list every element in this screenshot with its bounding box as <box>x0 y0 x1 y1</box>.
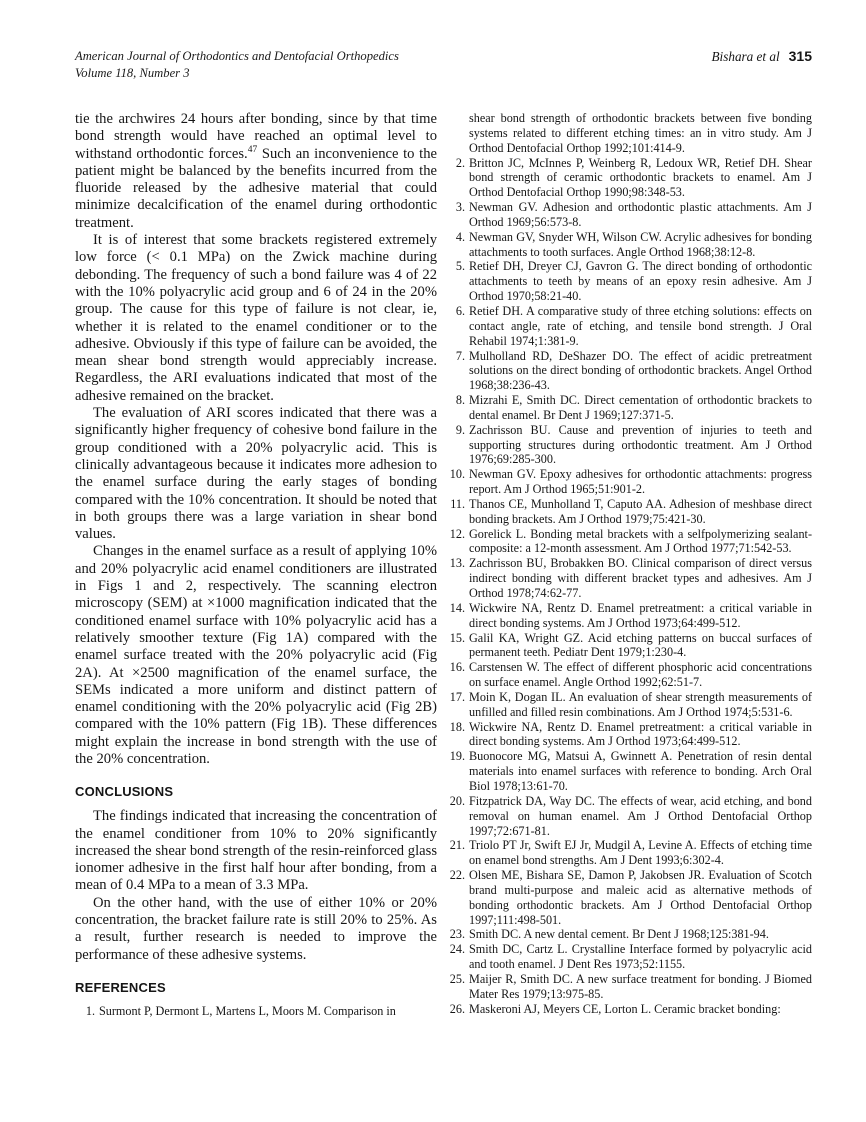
reference-number: 16. <box>449 660 465 675</box>
journal-title: American Journal of Orthodontics and Dentofacial Orthopedics <box>75 49 399 63</box>
reference-item <box>448 304 812 349</box>
reference-item <box>448 527 812 557</box>
article-authors: Bishara et al <box>711 49 780 64</box>
body-paragraphs <box>75 232 437 768</box>
reference-item <box>448 972 812 1002</box>
reference-number: 23. <box>449 927 465 942</box>
reference-item <box>448 393 812 423</box>
reference-item <box>448 349 812 394</box>
reference-number: 7. <box>455 348 465 363</box>
journal-issue: Volume 118, Number 3 <box>75 65 190 80</box>
reference-item <box>448 259 812 304</box>
reference-number: 4. <box>455 229 465 244</box>
reference-number: 9. <box>455 422 465 437</box>
reference-text: Gorelick L. Bonding metal brackets with a selfpolymerizing sealant-composite: a 12-month assessment. Am J Orthod 1977;71:542-53. <box>469 526 812 556</box>
reference-item <box>448 838 812 868</box>
reference-text: Carstensen W. The effect of different phosphoric acid concentrations on surface enamel. Angle Orthod 1992;62:51-7. <box>469 660 812 690</box>
reference-number: 11. <box>450 496 465 511</box>
body-paragraph <box>75 111 437 232</box>
body-paragraph: The evaluation of ARI scores indicated that there was a significantly higher frequency of cohesive bond failure in the group conditioned with a 20% polyacrylic acid. This is clinically advantageous because it indicates more adhesion to the enamel surface during the early stages of bonding compared with the 10% concentration. It should be noted that in both groups there was a large variation in shear bond values. <box>75 405 437 543</box>
reference-text: Surmont P, Dermont L, Martens L, Moors M. Comparison in <box>99 1003 396 1018</box>
reference-text: Thanos CE, Munholland T, Caputo AA. Adhesion of meshbase direct bonding brackets. Am J Orthod 1979;75:421-30. <box>469 496 812 526</box>
references-list <box>448 156 812 1017</box>
page-number: 315 <box>788 48 812 64</box>
reference-text: Mulholland RD, DeShazer DO. The effect of acidic pretreatment solutions on the direct bonding of orthodontic brackets. Angel Orthod 1968;38:236-43. <box>469 348 812 393</box>
journal-identification <box>75 48 399 81</box>
reference-item <box>448 497 812 527</box>
body-paragraph: Changes in the enamel surface as a result of applying 10% and 20% polyacrylic acid enamel conditioners are illustrated in Figs 1 and 2, respectively. The scanning electron microscopy (SEM) at ×1000 magnification indicated that the conditioned enamel surface with 10% polyacrylic acid has a relatively smoother texture (Fig 1A) compared with the enamel surface treated with the 20% polyacrylic acid (Fig 2A). At ×2500 magnification of the enamel surface, the SEMs indicated a more uniform and distinct pattern of enamel conditioning with the 20% polyacrylic acid (Fig 2B) compared with the 10% pattern (Fig 1B). These differences might explain the increase in bond strength with the use of the 20% concentration. <box>75 543 437 767</box>
reference-item <box>448 927 812 942</box>
reference-number: 24. <box>449 942 465 957</box>
reference-number: 20. <box>449 793 465 808</box>
reference-number: 26. <box>449 1001 465 1016</box>
reference-continuation: shear bond strength of orthodontic brackets between five bonding systems related to different etching times: an in vitro study. Am J Orthod Dentofacial Orthop 1992;101:414-9. <box>469 111 812 155</box>
reference-item <box>448 749 812 794</box>
reference-number: 10. <box>449 467 465 482</box>
reference-number: 25. <box>449 971 465 986</box>
running-head <box>75 48 812 81</box>
reference-number: 19. <box>449 749 465 764</box>
reference-text: Smith DC, Cartz L. Crystalline Interface formed by polyacrylic acid and tooth enamel. J Dent Res 1973;52:1155. <box>469 942 812 972</box>
reference-item <box>448 423 812 468</box>
page-identification <box>712 48 813 65</box>
reference-item <box>83 1004 437 1019</box>
reference-item <box>448 601 812 631</box>
reference-text: Buonocore MG, Matsui A, Gwinnett A. Penetration of resin dental materials into enamel surfaces with reference to bonding. Arch Oral Biol 1978;13:61-70. <box>469 749 812 793</box>
reference-number: 1. <box>85 1003 95 1018</box>
reference-text: Wickwire NA, Rentz D. Enamel pretreatment: a critical variable in direct bonding systems. Am J Orthod 1973;64:499-512. <box>469 719 812 749</box>
reference-number: 22. <box>449 868 465 883</box>
conclusions-paragraph: The findings indicated that increasing the concentration of the enamel conditioner from 10% to 20% significantly increased the shear bond strength of the resin-reinforced glass ionomer adhesive in the first half hour after bonding, from a mean of 0.4 MPa to a mean of 3.3 MPa. <box>75 808 437 894</box>
reference-text: Newman GV, Snyder WH, Wilson CW. Acrylic adhesives for bonding attachments to tooth surfaces. Angle Orthod 1968;38:12-8. <box>469 229 812 259</box>
reference-item <box>448 1002 812 1017</box>
right-column <box>448 111 812 1019</box>
reference-number: 14. <box>449 600 465 615</box>
reference-number: 17. <box>449 689 465 704</box>
reference-number: 13. <box>449 556 465 571</box>
reference-text: Galil KA, Wright GZ. Acid etching patterns on buccal surfaces of permanent teeth. Pediatr Dent 1979;1:230-4. <box>469 630 812 660</box>
reference-text: Britton JC, McInnes P, Weinberg R, Ledoux WR, Retief DH. Shear bond strength of ceramic orthodontic brackets to enamel. Am J Orthod Dentofacial Orthop 1990;98:348-53. <box>469 155 812 200</box>
reference-text: Zachrisson BU. Cause and prevention of injuries to teeth and supporting structures during orthodontic treatment. Am J Orthod 1976;69:285-300. <box>469 422 812 467</box>
reference-text: Retief DH, Dreyer CJ, Gavron G. The direct bonding of orthodontic attachments to teeth by means of an epoxy resin adhesive. Am J Orthod 1970;58:21-40. <box>469 259 812 304</box>
reference-item <box>448 794 812 839</box>
reference-text: Moin K, Dogan IL. An evaluation of shear strength measurements of unfilled and filled resin combinations. Am J Orthod 1974;5:531-6. <box>469 689 812 719</box>
body-paragraph: It is of interest that some brackets registered extremely low force (< 0.1 MPa) on the Zwick machine during debonding. The frequency of such a bond failure was 4 of 22 with the 10% polyacrylic acid group and 6 of 24 in the 20% group. The cause for this type of failure is not clear, ie, whether it is related to the enamel conditioner or to the adhesive. Obviously if this type of failure can be avoided, the mean shear bond strength would appreciably increase. Regardless, the ARI evaluations indicated that most of the adhesive remained on the bracket. <box>75 232 437 404</box>
reference-text: Newman GV. Adhesion and orthodontic plastic attachments. Am J Orthod 1969;56:573-8. <box>469 200 812 229</box>
reference-text: Wickwire NA, Rentz D. Enamel pretreatment: a critical variable in direct bonding systems. Am J Orthod 1973;64:499-512. <box>469 600 812 630</box>
left-column <box>75 111 437 1019</box>
reference-text: Fitzpatrick DA, Way DC. The effects of wear, acid etching, and bond removal on human enamel. Am J Orthod Dentofacial Orthop 1997;72:671-81. <box>469 793 812 838</box>
reference-number: 21. <box>449 838 465 853</box>
reference-text: Retief DH. A comparative study of three etching solutions: effects on contact angle, rate of etching, and tensile bond strength. J Oral Rehabil 1974;1:381-9. <box>469 303 812 348</box>
reference-item <box>448 156 812 201</box>
conclusions-paragraphs <box>75 808 437 964</box>
reference-text: Zachrisson BU, Brobakken BO. Clinical comparison of direct versus indirect bonding with different bracket types and adhesives. Am J Orthod 1978;74:62-77. <box>469 556 812 600</box>
reference-item <box>448 868 812 927</box>
reference-item <box>448 720 812 750</box>
reference-item <box>448 942 812 972</box>
reference-text: Mizrahi E, Smith DC. Direct cementation of orthodontic brackets to dental enamel. Br Dent J 1969;127:371-5. <box>469 393 812 422</box>
reference-text: Newman GV. Epoxy adhesives for orthodontic attachments: progress report. Am J Orthod 1965;51:901-2. <box>469 467 812 497</box>
reference-number: 6. <box>455 303 465 318</box>
reference-item <box>448 200 812 230</box>
references-heading: REFERENCES <box>75 979 166 995</box>
reference-item <box>448 467 812 497</box>
reference-text: Olsen ME, Bishara SE, Damon P, Jakobsen JR. Evaluation of Scotch brand multi-purpose and maleic acid as alternative methods of bonding orthodontic brackets. Am J Orthod Dentofacial Orthop 1997;111:498-501. <box>469 868 812 927</box>
reference-item <box>448 690 812 720</box>
reference-number: 2. <box>455 155 465 170</box>
reference-number: 5. <box>455 259 465 274</box>
reference-number: 3. <box>455 200 465 215</box>
conclusions-paragraph: On the other hand, with the use of either 10% or 20% concentration, the bracket failure rate is still 20% to 25%. As a result, further research is needed to improve the performance of these adhesive systems. <box>75 894 437 963</box>
reference-number: 12. <box>449 526 465 541</box>
reference-number: 15. <box>449 630 465 645</box>
reference-number: 8. <box>455 393 465 408</box>
article-columns <box>75 111 812 1019</box>
reference-item <box>448 631 812 661</box>
reference-text: Triolo PT Jr, Swift EJ Jr, Mudgil A, Levine A. Effects of etching time on enamel bond strengths. Am J Dent 1993;6:302-4. <box>469 838 812 868</box>
reference-text: Maskeroni AJ, Meyers CE, Lorton L. Ceramic bracket bonding: <box>469 1001 781 1016</box>
reference-text: Smith DC. A new dental cement. Br Dent J 1968;125:381-94. <box>469 927 769 942</box>
reference-item <box>448 556 812 601</box>
reference-number: 18. <box>449 719 465 734</box>
paragraph-text: Such an inconvenience to the patient might be balanced by the benefits incurred from the fluoride released by the adhesive material that could minimize decalcification of the enamel during orthodontic treatment. <box>75 145 437 231</box>
reference-item <box>448 660 812 690</box>
paragraph-text: tie the archwires 24 hours after bonding, since by that time bond strength would have reached an optimal level to withstand orthodontic forces. <box>75 111 437 162</box>
reference-item <box>448 230 812 260</box>
reference-text: Maijer R, Smith DC. A new surface treatment for bonding. J Biomed Mater Res 1979;13:975-85. <box>469 971 812 1001</box>
conclusions-heading: CONCLUSIONS <box>75 784 174 800</box>
citation-superscript: 47 <box>247 144 258 155</box>
